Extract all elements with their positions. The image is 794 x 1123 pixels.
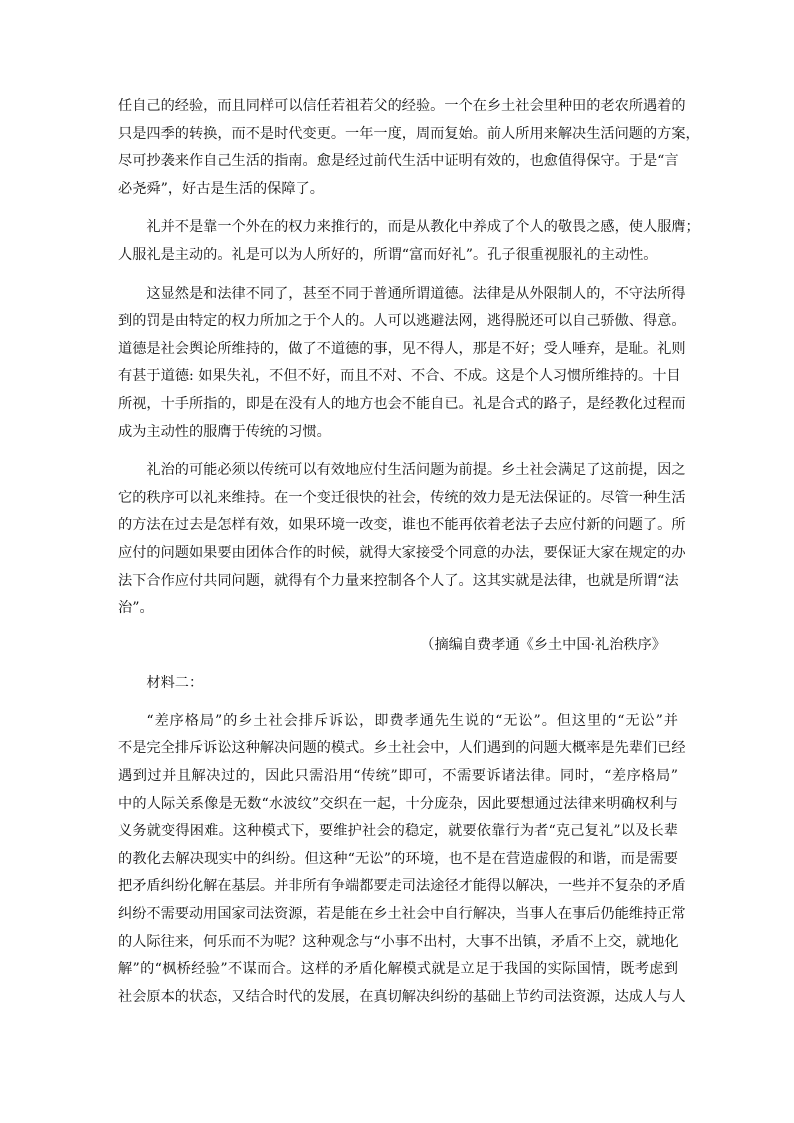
paragraph-3: [118, 281, 686, 447]
material-two-paragraph: [118, 708, 686, 1012]
text-line: 到的罚是由特定的权力所加之于个人的。人可以逃避法网，逃得脱还可以自己骄傲、得意。: [118, 313, 686, 330]
text-line: 不是完全排斥诉讼这种解决问题的模式。乡土社会中，人们遇到的问题大概率是先辈们已经: [118, 740, 686, 757]
text-line: 的教化去解决现实中的纠纷。但这种“无讼”的环境，也不是在营造虚假的和谐，而是需要: [118, 850, 678, 867]
material-two-label: 材料二：: [146, 675, 204, 692]
text-line: 的人际往来，何乐而不为呢？这种观念与“小事不出村，大事不出镇，矛盾不上交，就地化: [118, 933, 679, 950]
text-line: 法下合作应付共同问题，就得有个力量来控制各个人了。这其实就是法律，也就是所谓“法: [118, 572, 679, 589]
text-line: 成为主动性的服膺于传统的习惯。: [118, 423, 331, 440]
paragraph-1: [118, 93, 700, 203]
text-line: 把矛盾纠纷化解在基层。并非所有争端都要走司法途径才能得以解决，一些并不复杂的矛盾: [118, 878, 686, 895]
text-line: 纠纷不需要动用国家司法资源，若是能在乡土社会中自行解决，当事人在事后仍能维持正常: [118, 906, 686, 923]
paragraph-2: [118, 214, 700, 269]
text-line: 必尧舜”，好古是生活的保障了。: [118, 180, 324, 197]
text-line: 义务就变得困难。这种模式下，要维护社会的稳定，就要依靠行为者“克己复礼”以及长辈: [118, 823, 678, 840]
text-line: 它的秩序可以礼来维持。在一个变迁很快的社会，传统的效力是无法保证的。尽管一种生活: [118, 489, 686, 506]
text-line: 应付的问题如果要由团体合作的时候，就得大家接受个同意的办法，要保证大家在规定的办: [118, 544, 686, 561]
text-line: 礼治的可能必须以传统可以有效地应付生活问题为前提。乡土社会满足了这前提，因之: [146, 462, 686, 479]
text-line: 只是四季的转换，而不是时代变更。一年一度，周而复始。前人所用来解决生活问题的方案，: [118, 125, 700, 142]
text-line: 遇到过并且解决过的，因此只需沿用“传统”即可，不需要诉诸法律。同时，“差序格局”: [118, 768, 678, 785]
text-line: 有甚于道德: 如果失礼，不但不好，而且不对、不合、不成。这是个人习惯所维持的。十目: [118, 368, 681, 385]
text-line: 社会原本的状态，又结合时代的发展，在真切解决纠纷的基础上节约司法资源，达成人与人: [118, 988, 686, 1005]
source-citation: （摘编自费孝通《乡土中国·礼治秩序》: [420, 636, 666, 653]
text-line: “差序格局”的乡土社会排斥诉讼，即费孝通先生说的“无讼”。但这里的“无讼”并: [146, 712, 678, 729]
text-line: 这显然是和法律不同了，甚至不同于普通所谓道德。法律是从外限制人的，不守法所得: [146, 285, 686, 302]
paragraph-4: [118, 457, 686, 623]
text-line: 解”的“枫桥经验”不谋而合。这样的矛盾化解模式就是立足于我国的实际国情，既考虑到: [118, 961, 678, 978]
text-line: 道德是社会舆论所维持的，做了不道德的事，见不得人，那是不好；受人唾弃，是耻。礼则: [118, 340, 686, 357]
text-line: 礼并不是靠一个外在的权力来推行的，而是从教化中养成了个人的敬畏之感，使人服膺；: [146, 219, 700, 236]
text-line: 所视，十手所指的，即是在没有人的地方也会不能自已。礼是合式的路子，是经教化过程而: [118, 395, 686, 412]
text-line: 尽可抄袭来作自己生活的指南。愈是经过前代生活中证明有效的，也愈值得保守。于是“言: [118, 153, 679, 170]
text-line: 任自己的经验，而且同样可以信任若祖若父的经验。一个在乡土社会里种田的老农所遇着的: [118, 98, 686, 114]
text-line: 的方法在过去是怎样有效，如果环境一改变，谁也不能再依着老法子去应付新的问题了。所: [118, 517, 686, 534]
text-line: 治”。: [118, 600, 154, 617]
text-line: 中的人际关系像是无数“水波纹”交织在一起，十分庞杂，因此要想通过法律来明确权利与: [118, 795, 678, 812]
text-line: 人服礼是主动的。礼是可以为人所好的，所谓“富而好礼”。孔子很重视服礼的主动性。: [118, 246, 658, 263]
